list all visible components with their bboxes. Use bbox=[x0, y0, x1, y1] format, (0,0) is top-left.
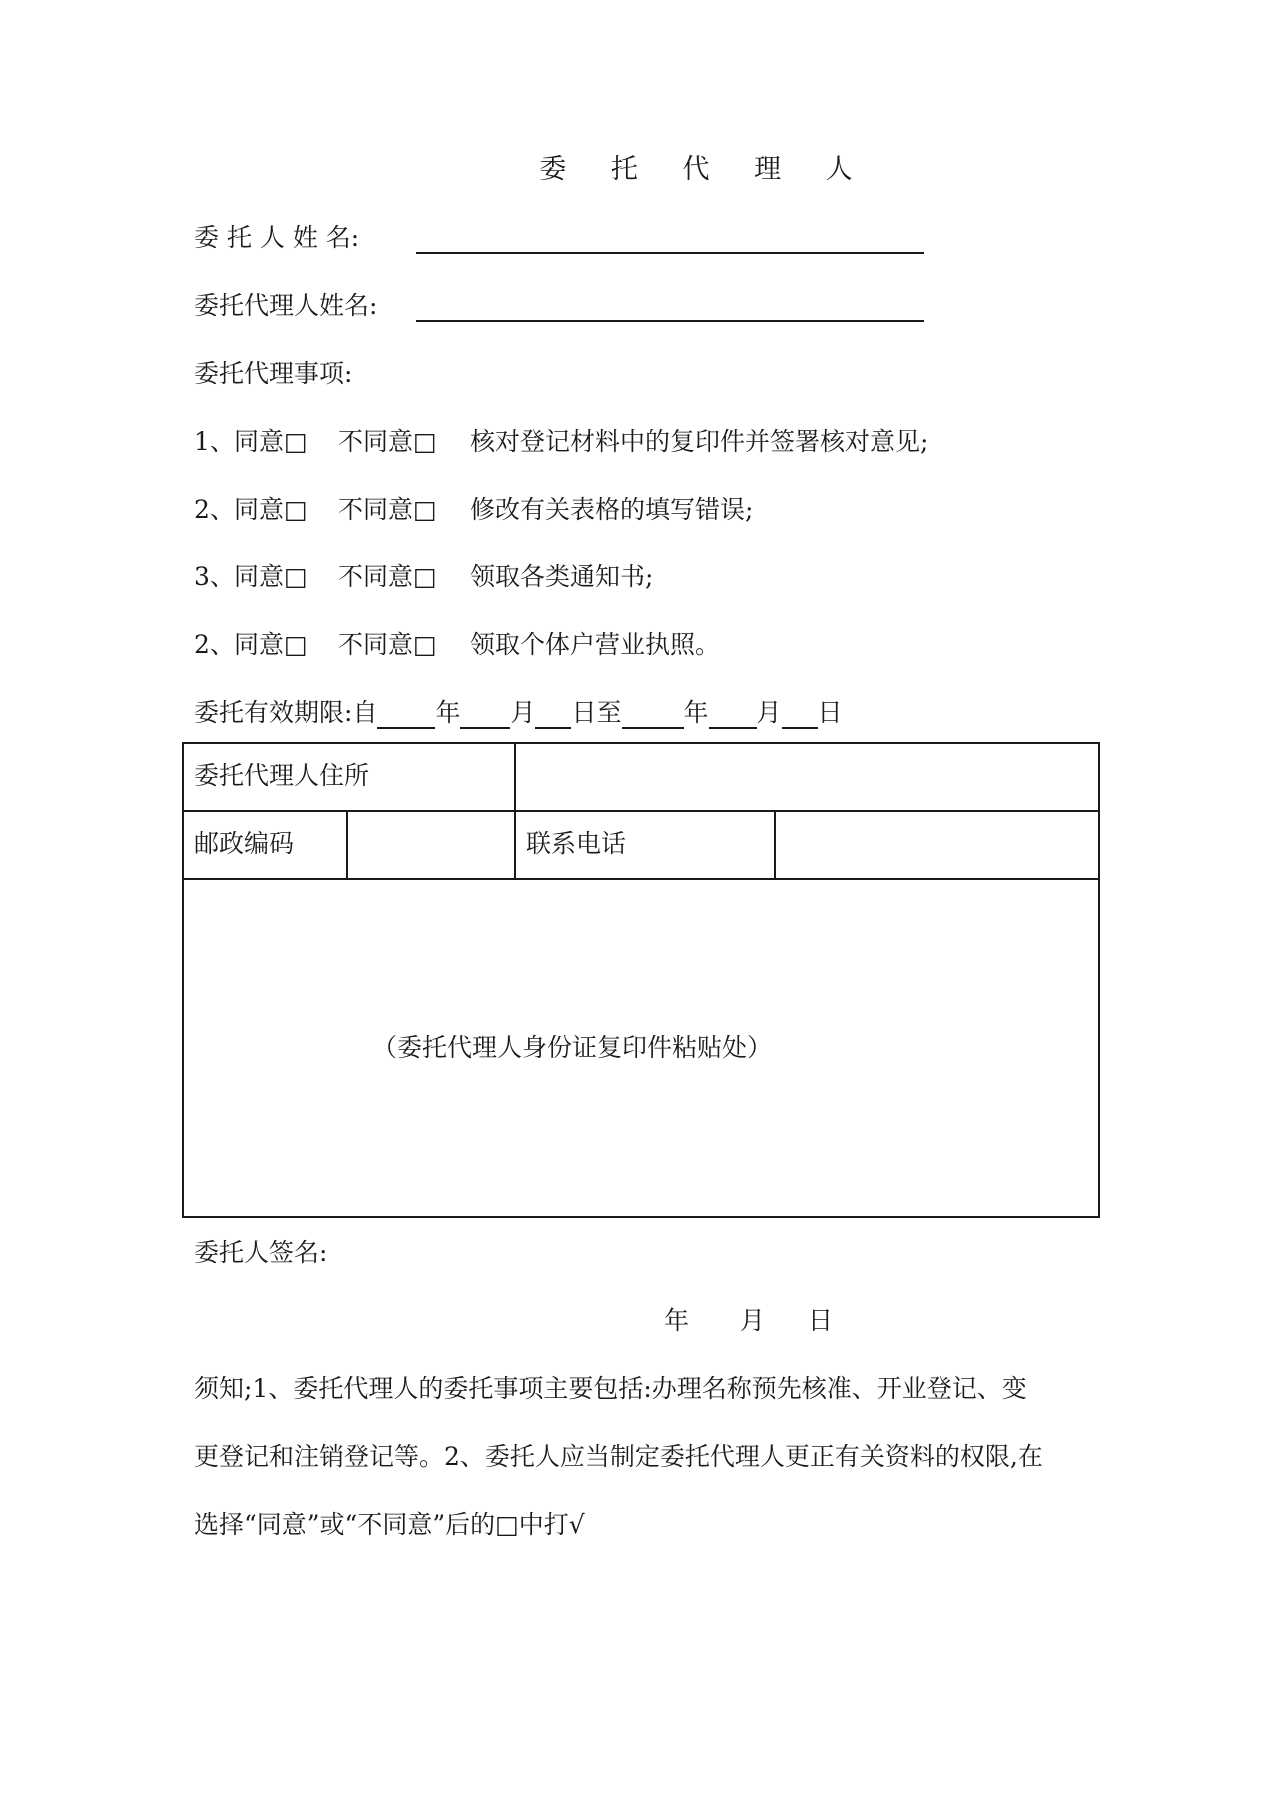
start-month-blank[interactable] bbox=[460, 701, 510, 729]
disagree-checkbox[interactable]: 不同意□ bbox=[338, 562, 437, 591]
table-border bbox=[1098, 742, 1100, 1218]
notice-line: 选择“同意”或“不同意”后的□中打√ bbox=[194, 1510, 585, 1539]
postal-code-label: 邮政编码 bbox=[194, 829, 295, 858]
matter-text: 领取个体户营业执照。 bbox=[470, 630, 721, 659]
validity-year: 年 bbox=[435, 698, 461, 727]
phone-label: 联系电话 bbox=[526, 829, 627, 858]
agree-checkbox[interactable]: 同意□ bbox=[234, 630, 308, 659]
notice-line: 更登记和注销登记等。2、委托人应当制定委托代理人更正有关资料的权限,在 bbox=[194, 1442, 1043, 1471]
signature-label: 委托人签名: bbox=[194, 1238, 328, 1267]
validity-year2: 年 bbox=[683, 698, 709, 727]
date-month: 月 bbox=[740, 1306, 766, 1335]
matter-text: 领取各类通知书; bbox=[470, 562, 654, 591]
disagree-checkbox[interactable]: 不同意□ bbox=[338, 630, 437, 659]
principal-name-label: 委 托 人 姓 名: bbox=[194, 223, 360, 252]
end-year-blank[interactable] bbox=[622, 701, 684, 729]
validity-label: 委托有效期限: bbox=[194, 698, 353, 727]
validity-from: 自 bbox=[352, 698, 378, 727]
matter-number: 2、 bbox=[194, 630, 235, 659]
page-title: 委 托 代 理 人 bbox=[539, 154, 871, 185]
start-year-blank[interactable] bbox=[377, 701, 435, 729]
matter-text: 核对登记材料中的复印件并签署核对意见; bbox=[470, 427, 929, 456]
matter-number: 1、 bbox=[194, 427, 235, 456]
table-border bbox=[182, 878, 1100, 880]
date-day: 日 bbox=[808, 1306, 834, 1335]
principal-name-field[interactable] bbox=[416, 252, 924, 254]
validity-day-to: 日至 bbox=[571, 698, 622, 727]
disagree-checkbox[interactable]: 不同意□ bbox=[338, 495, 437, 524]
date-year: 年 bbox=[664, 1306, 690, 1335]
agent-name-field[interactable] bbox=[416, 320, 924, 322]
table-border bbox=[182, 1216, 1100, 1218]
start-day-blank[interactable] bbox=[535, 701, 571, 729]
address-label: 委托代理人住所 bbox=[194, 761, 370, 790]
validity-period bbox=[194, 697, 843, 729]
end-month-blank[interactable] bbox=[709, 701, 757, 729]
matter-number: 2、 bbox=[194, 495, 235, 524]
agree-checkbox[interactable]: 同意□ bbox=[234, 562, 308, 591]
notice-line: 须知;1、委托代理人的委托事项主要包括:办理名称预先核准、开业登记、变 bbox=[194, 1374, 1027, 1403]
address-cell[interactable] bbox=[516, 744, 1096, 808]
validity-month2: 月 bbox=[756, 698, 782, 727]
matter-number: 3、 bbox=[194, 562, 235, 591]
agent-info-table bbox=[182, 742, 1100, 1218]
id-copy-area-label: （委托代理人身份证复印件粘贴处） bbox=[372, 1033, 773, 1062]
validity-month: 月 bbox=[510, 698, 536, 727]
validity-day2: 日 bbox=[817, 698, 843, 727]
agree-checkbox[interactable]: 同意□ bbox=[234, 427, 308, 456]
agent-name-label: 委托代理人姓名: bbox=[194, 291, 378, 320]
end-day-blank[interactable] bbox=[782, 701, 818, 729]
phone-cell[interactable] bbox=[776, 812, 1096, 876]
table-border bbox=[182, 742, 184, 1218]
matters-label: 委托代理事项: bbox=[194, 359, 353, 388]
agree-checkbox[interactable]: 同意□ bbox=[234, 495, 308, 524]
disagree-checkbox[interactable]: 不同意□ bbox=[338, 427, 437, 456]
postal-code-cell[interactable] bbox=[348, 812, 512, 876]
matter-text: 修改有关表格的填写错误; bbox=[470, 495, 754, 524]
